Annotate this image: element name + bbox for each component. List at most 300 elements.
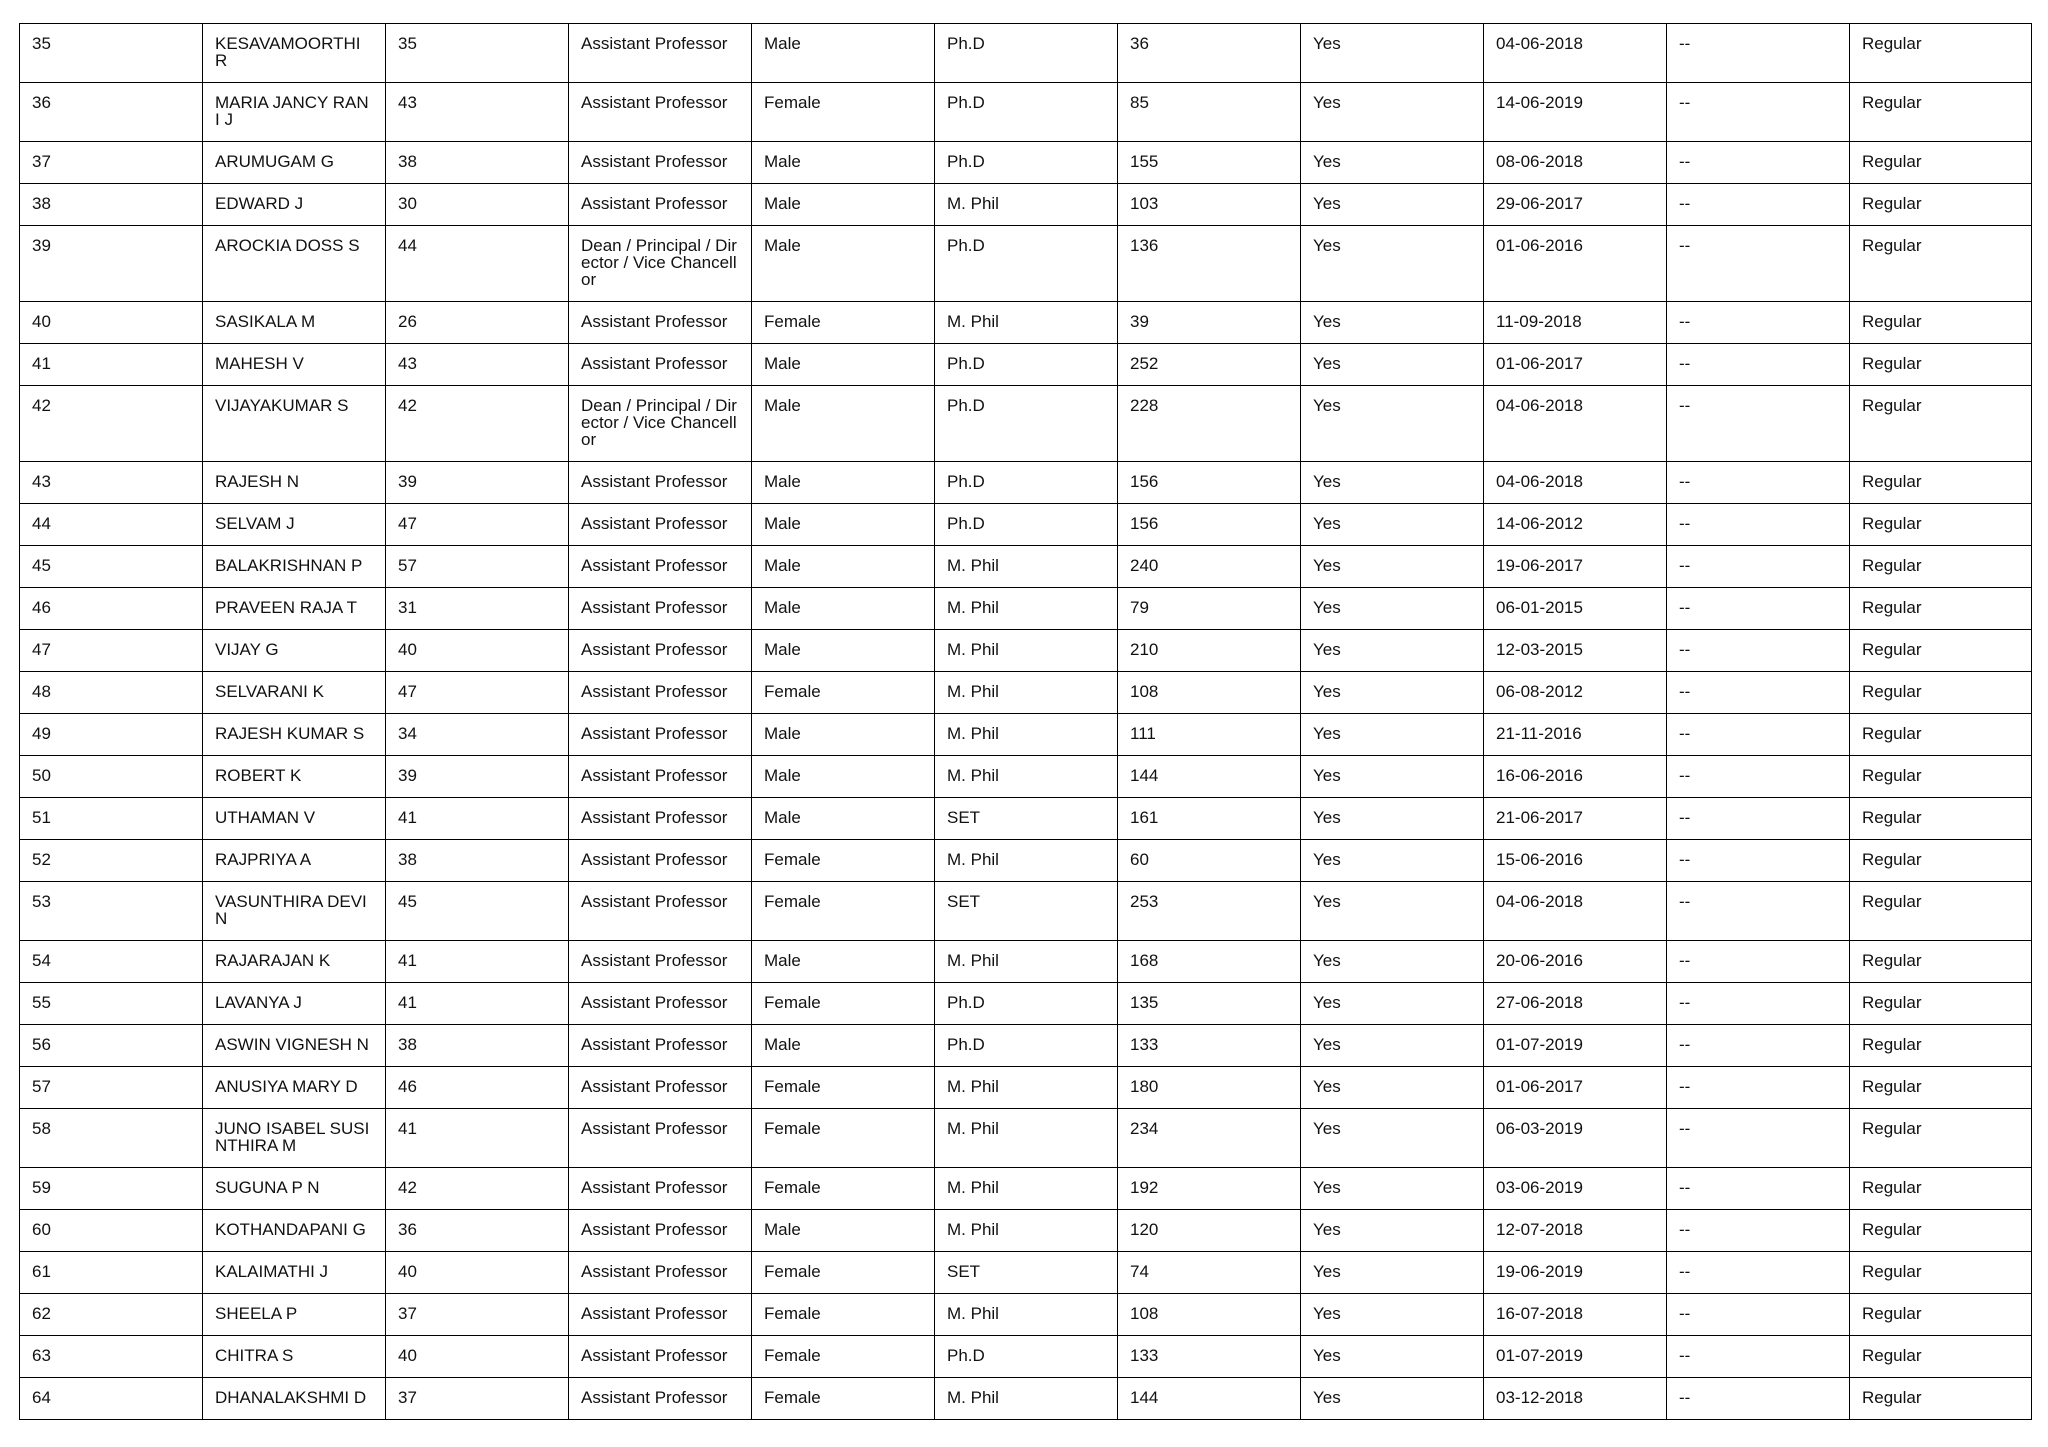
cell-gender: Male [752,344,935,386]
table-row [20,302,2032,344]
cell-gender: Male [752,588,935,630]
cell-designation: Assistant Professor [569,1067,752,1109]
cell-sno: 36 [20,83,203,142]
cell-nature: Regular [1850,983,2032,1025]
cell-leaving: -- [1667,588,1850,630]
cell-date: 01-07-2019 [1484,1336,1667,1378]
cell-gender: Male [752,941,935,983]
cell-age: 36 [386,1210,569,1252]
cell-leaving: -- [1667,226,1850,302]
cell-name: ANUSIYA MARY D [203,1067,386,1109]
cell-sno: 40 [20,302,203,344]
table-row [20,462,2032,504]
table-row [20,226,2032,302]
cell-age: 44 [386,226,569,302]
cell-experience: 133 [1118,1336,1301,1378]
table-row [20,504,2032,546]
cell-experience: 180 [1118,1067,1301,1109]
table-row [20,546,2032,588]
cell-nature: Regular [1850,1168,2032,1210]
cell-gender: Male [752,386,935,462]
cell-leaving: -- [1667,462,1850,504]
cell-name: ASWIN VIGNESH N [203,1025,386,1067]
cell-qualification: M. Phil [935,588,1118,630]
cell-status: Yes [1301,546,1484,588]
table-row [20,1252,2032,1294]
cell-date: 06-03-2019 [1484,1109,1667,1168]
cell-gender: Female [752,1109,935,1168]
cell-name: RAJPRIYA A [203,840,386,882]
cell-age: 45 [386,882,569,941]
cell-leaving: -- [1667,1109,1850,1168]
cell-date: 21-11-2016 [1484,714,1667,756]
table-row [20,142,2032,184]
cell-status: Yes [1301,630,1484,672]
cell-name: SHEELA P [203,1294,386,1336]
cell-experience: 39 [1118,302,1301,344]
cell-status: Yes [1301,184,1484,226]
cell-status: Yes [1301,798,1484,840]
cell-experience: 144 [1118,1378,1301,1420]
table-row [20,756,2032,798]
cell-date: 03-12-2018 [1484,1378,1667,1420]
cell-sno: 61 [20,1252,203,1294]
cell-date: 15-06-2016 [1484,840,1667,882]
cell-age: 40 [386,630,569,672]
cell-name: RAJESH KUMAR S [203,714,386,756]
cell-experience: 85 [1118,83,1301,142]
cell-name: MAHESH V [203,344,386,386]
cell-experience: 108 [1118,672,1301,714]
cell-status: Yes [1301,1109,1484,1168]
cell-nature: Regular [1850,882,2032,941]
cell-qualification: M. Phil [935,302,1118,344]
cell-date: 27-06-2018 [1484,983,1667,1025]
cell-designation: Assistant Professor [569,672,752,714]
cell-experience: 240 [1118,546,1301,588]
cell-leaving: -- [1667,840,1850,882]
cell-nature: Regular [1850,1378,2032,1420]
cell-sno: 35 [20,24,203,83]
cell-name: KOTHANDAPANI G [203,1210,386,1252]
cell-status: Yes [1301,142,1484,184]
cell-qualification: Ph.D [935,386,1118,462]
cell-qualification: M. Phil [935,1210,1118,1252]
cell-leaving: -- [1667,142,1850,184]
cell-experience: 168 [1118,941,1301,983]
cell-name: RAJARAJAN K [203,941,386,983]
cell-nature: Regular [1850,462,2032,504]
cell-date: 01-06-2017 [1484,344,1667,386]
cell-leaving: -- [1667,1336,1850,1378]
cell-designation: Assistant Professor [569,1025,752,1067]
cell-designation: Assistant Professor [569,546,752,588]
cell-date: 04-06-2018 [1484,462,1667,504]
cell-qualification: M. Phil [935,714,1118,756]
cell-qualification: M. Phil [935,1168,1118,1210]
cell-name: SELVAM J [203,504,386,546]
table-row [20,798,2032,840]
cell-leaving: -- [1667,1168,1850,1210]
cell-age: 43 [386,344,569,386]
cell-gender: Male [752,714,935,756]
cell-nature: Regular [1850,840,2032,882]
cell-qualification: Ph.D [935,83,1118,142]
cell-nature: Regular [1850,798,2032,840]
cell-designation: Assistant Professor [569,840,752,882]
cell-experience: 79 [1118,588,1301,630]
cell-experience: 36 [1118,24,1301,83]
table-row [20,882,2032,941]
cell-leaving: -- [1667,1294,1850,1336]
cell-experience: 252 [1118,344,1301,386]
cell-gender: Male [752,504,935,546]
cell-qualification: Ph.D [935,1025,1118,1067]
cell-date: 20-06-2016 [1484,941,1667,983]
cell-name: VIJAYAKUMAR S [203,386,386,462]
cell-sno: 42 [20,386,203,462]
cell-sno: 57 [20,1067,203,1109]
cell-age: 42 [386,386,569,462]
cell-date: 12-07-2018 [1484,1210,1667,1252]
cell-date: 01-07-2019 [1484,1025,1667,1067]
cell-status: Yes [1301,24,1484,83]
cell-age: 47 [386,672,569,714]
cell-status: Yes [1301,1025,1484,1067]
cell-name: SASIKALA M [203,302,386,344]
cell-qualification: Ph.D [935,226,1118,302]
cell-gender: Female [752,1168,935,1210]
cell-gender: Male [752,630,935,672]
cell-date: 06-08-2012 [1484,672,1667,714]
cell-sno: 44 [20,504,203,546]
cell-gender: Male [752,226,935,302]
cell-experience: 156 [1118,462,1301,504]
cell-age: 41 [386,798,569,840]
cell-designation: Assistant Professor [569,882,752,941]
cell-designation: Assistant Professor [569,983,752,1025]
cell-nature: Regular [1850,83,2032,142]
cell-leaving: -- [1667,344,1850,386]
cell-leaving: -- [1667,882,1850,941]
cell-sno: 64 [20,1378,203,1420]
table-row [20,1109,2032,1168]
cell-name: BALAKRISHNAN P [203,546,386,588]
cell-name: KESAVAMOORTHI R [203,24,386,83]
cell-leaving: -- [1667,798,1850,840]
cell-status: Yes [1301,504,1484,546]
table-row [20,630,2032,672]
cell-name: ROBERT K [203,756,386,798]
cell-nature: Regular [1850,184,2032,226]
cell-experience: 144 [1118,756,1301,798]
cell-status: Yes [1301,1067,1484,1109]
cell-age: 38 [386,142,569,184]
cell-sno: 47 [20,630,203,672]
cell-status: Yes [1301,1336,1484,1378]
cell-qualification: Ph.D [935,142,1118,184]
cell-age: 41 [386,941,569,983]
cell-status: Yes [1301,588,1484,630]
cell-status: Yes [1301,83,1484,142]
cell-nature: Regular [1850,672,2032,714]
cell-nature: Regular [1850,386,2032,462]
cell-leaving: -- [1667,1210,1850,1252]
cell-designation: Assistant Professor [569,1168,752,1210]
table-row [20,672,2032,714]
cell-name: UTHAMAN V [203,798,386,840]
cell-date: 01-06-2016 [1484,226,1667,302]
cell-date: 16-07-2018 [1484,1294,1667,1336]
cell-experience: 156 [1118,504,1301,546]
cell-gender: Male [752,142,935,184]
cell-leaving: -- [1667,24,1850,83]
cell-name: JUNO ISABEL SUSINTHIRA M [203,1109,386,1168]
cell-gender: Female [752,1378,935,1420]
cell-date: 08-06-2018 [1484,142,1667,184]
cell-age: 46 [386,1067,569,1109]
cell-name: LAVANYA J [203,983,386,1025]
table-row [20,386,2032,462]
cell-designation: Assistant Professor [569,588,752,630]
cell-designation: Assistant Professor [569,1252,752,1294]
cell-gender: Male [752,546,935,588]
cell-designation: Assistant Professor [569,24,752,83]
cell-age: 30 [386,184,569,226]
cell-designation: Assistant Professor [569,504,752,546]
cell-age: 40 [386,1336,569,1378]
cell-designation: Assistant Professor [569,184,752,226]
cell-name: SUGUNA P N [203,1168,386,1210]
cell-age: 38 [386,840,569,882]
cell-sno: 46 [20,588,203,630]
cell-gender: Female [752,83,935,142]
cell-leaving: -- [1667,672,1850,714]
cell-sno: 53 [20,882,203,941]
cell-qualification: M. Phil [935,546,1118,588]
cell-date: 11-09-2018 [1484,302,1667,344]
cell-sno: 59 [20,1168,203,1210]
cell-date: 14-06-2012 [1484,504,1667,546]
cell-status: Yes [1301,1294,1484,1336]
cell-age: 40 [386,1252,569,1294]
cell-gender: Female [752,1252,935,1294]
cell-leaving: -- [1667,941,1850,983]
cell-age: 35 [386,24,569,83]
cell-sno: 62 [20,1294,203,1336]
cell-qualification: Ph.D [935,24,1118,83]
cell-designation: Dean / Principal / Director / Vice Chancellor [569,386,752,462]
cell-designation: Assistant Professor [569,1210,752,1252]
cell-leaving: -- [1667,184,1850,226]
cell-gender: Female [752,983,935,1025]
cell-designation: Assistant Professor [569,83,752,142]
cell-name: PRAVEEN RAJA T [203,588,386,630]
cell-designation: Assistant Professor [569,142,752,184]
cell-date: 04-06-2018 [1484,882,1667,941]
cell-name: DHANALAKSHMI D [203,1378,386,1420]
faculty-table [19,23,2032,1420]
table-row [20,1378,2032,1420]
cell-sno: 39 [20,226,203,302]
cell-leaving: -- [1667,1252,1850,1294]
cell-experience: 133 [1118,1025,1301,1067]
cell-sno: 51 [20,798,203,840]
cell-gender: Female [752,672,935,714]
cell-qualification: M. Phil [935,184,1118,226]
cell-qualification: M. Phil [935,756,1118,798]
cell-age: 37 [386,1294,569,1336]
cell-nature: Regular [1850,226,2032,302]
cell-sno: 50 [20,756,203,798]
cell-experience: 192 [1118,1168,1301,1210]
cell-sno: 56 [20,1025,203,1067]
cell-qualification: M. Phil [935,672,1118,714]
cell-name: SELVARANI K [203,672,386,714]
cell-experience: 111 [1118,714,1301,756]
cell-sno: 55 [20,983,203,1025]
table-row [20,1067,2032,1109]
table-row [20,983,2032,1025]
cell-status: Yes [1301,1210,1484,1252]
cell-experience: 234 [1118,1109,1301,1168]
cell-nature: Regular [1850,504,2032,546]
cell-age: 47 [386,504,569,546]
cell-designation: Assistant Professor [569,714,752,756]
cell-name: ARUMUGAM G [203,142,386,184]
cell-status: Yes [1301,882,1484,941]
cell-status: Yes [1301,983,1484,1025]
cell-designation: Assistant Professor [569,1378,752,1420]
cell-experience: 228 [1118,386,1301,462]
cell-designation: Assistant Professor [569,941,752,983]
cell-qualification: Ph.D [935,983,1118,1025]
cell-experience: 108 [1118,1294,1301,1336]
cell-qualification: Ph.D [935,504,1118,546]
cell-status: Yes [1301,672,1484,714]
cell-date: 04-06-2018 [1484,386,1667,462]
cell-nature: Regular [1850,1025,2032,1067]
cell-qualification: M. Phil [935,840,1118,882]
cell-gender: Female [752,1336,935,1378]
cell-qualification: Ph.D [935,344,1118,386]
cell-experience: 136 [1118,226,1301,302]
cell-experience: 210 [1118,630,1301,672]
cell-leaving: -- [1667,630,1850,672]
cell-gender: Male [752,1025,935,1067]
cell-nature: Regular [1850,302,2032,344]
cell-leaving: -- [1667,983,1850,1025]
cell-nature: Regular [1850,1210,2032,1252]
cell-gender: Male [752,24,935,83]
cell-leaving: -- [1667,756,1850,798]
cell-leaving: -- [1667,83,1850,142]
cell-sno: 43 [20,462,203,504]
cell-sno: 41 [20,344,203,386]
cell-gender: Male [752,184,935,226]
cell-age: 26 [386,302,569,344]
cell-age: 39 [386,756,569,798]
cell-qualification: M. Phil [935,1294,1118,1336]
cell-nature: Regular [1850,1067,2032,1109]
cell-qualification: M. Phil [935,941,1118,983]
cell-nature: Regular [1850,546,2032,588]
cell-gender: Male [752,1210,935,1252]
cell-age: 41 [386,1109,569,1168]
cell-qualification: M. Phil [935,630,1118,672]
cell-leaving: -- [1667,546,1850,588]
cell-sno: 38 [20,184,203,226]
cell-gender: Female [752,840,935,882]
cell-sno: 58 [20,1109,203,1168]
cell-nature: Regular [1850,24,2032,83]
cell-age: 38 [386,1025,569,1067]
cell-age: 34 [386,714,569,756]
cell-experience: 253 [1118,882,1301,941]
cell-sno: 48 [20,672,203,714]
table-row [20,83,2032,142]
cell-name: VASUNTHIRA DEVI N [203,882,386,941]
cell-name: CHITRA S [203,1336,386,1378]
cell-qualification: M. Phil [935,1378,1118,1420]
cell-nature: Regular [1850,142,2032,184]
cell-designation: Assistant Professor [569,1294,752,1336]
cell-date: 19-06-2019 [1484,1252,1667,1294]
cell-nature: Regular [1850,1294,2032,1336]
cell-status: Yes [1301,840,1484,882]
cell-date: 01-06-2017 [1484,1067,1667,1109]
cell-date: 04-06-2018 [1484,24,1667,83]
table-row [20,941,2032,983]
cell-status: Yes [1301,941,1484,983]
cell-name: MARIA JANCY RANI J [203,83,386,142]
cell-gender: Female [752,1067,935,1109]
cell-date: 06-01-2015 [1484,588,1667,630]
cell-nature: Regular [1850,714,2032,756]
cell-age: 41 [386,983,569,1025]
cell-nature: Regular [1850,344,2032,386]
table-row [20,344,2032,386]
cell-age: 43 [386,83,569,142]
cell-date: 14-06-2019 [1484,83,1667,142]
cell-leaving: -- [1667,302,1850,344]
cell-name: RAJESH N [203,462,386,504]
cell-designation: Assistant Professor [569,344,752,386]
cell-leaving: -- [1667,1378,1850,1420]
cell-age: 31 [386,588,569,630]
cell-gender: Female [752,1294,935,1336]
cell-experience: 74 [1118,1252,1301,1294]
cell-nature: Regular [1850,941,2032,983]
cell-name: KALAIMATHI J [203,1252,386,1294]
cell-nature: Regular [1850,1336,2032,1378]
cell-gender: Female [752,882,935,941]
cell-qualification: SET [935,882,1118,941]
cell-leaving: -- [1667,1067,1850,1109]
cell-age: 39 [386,462,569,504]
cell-status: Yes [1301,1168,1484,1210]
table-row [20,1294,2032,1336]
cell-experience: 135 [1118,983,1301,1025]
cell-status: Yes [1301,302,1484,344]
cell-sno: 60 [20,1210,203,1252]
cell-age: 37 [386,1378,569,1420]
cell-experience: 161 [1118,798,1301,840]
cell-date: 12-03-2015 [1484,630,1667,672]
cell-age: 57 [386,546,569,588]
cell-gender: Male [752,798,935,840]
cell-status: Yes [1301,386,1484,462]
